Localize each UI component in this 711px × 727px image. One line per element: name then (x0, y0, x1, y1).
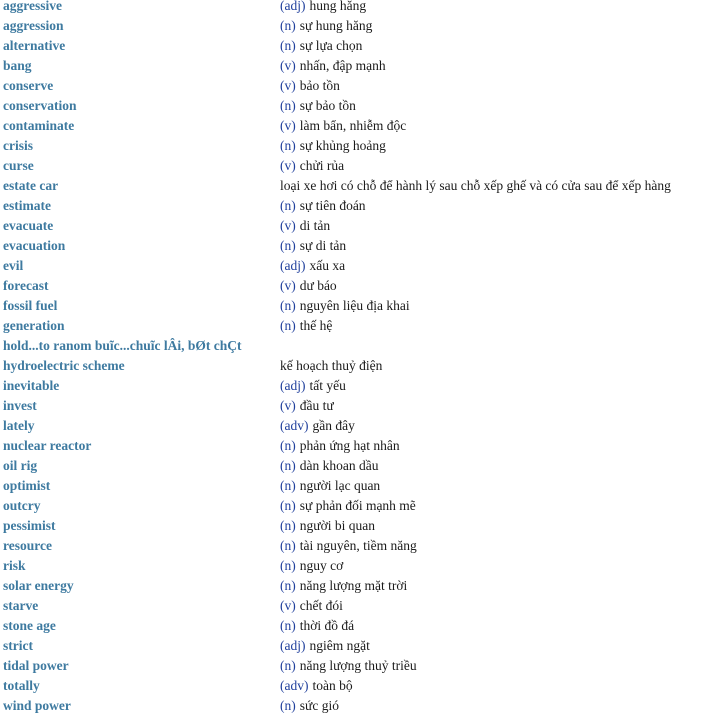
vocab-word: starve (3, 598, 39, 613)
part-of-speech: (n) (280, 98, 296, 113)
definition-text: đầu tư (299, 398, 334, 413)
part-of-speech: (n) (280, 458, 296, 473)
vocab-word: evil (3, 258, 24, 273)
definition-text: chửi rủa (299, 158, 345, 173)
vocab-row (3, 256, 711, 276)
vocab-definition (280, 336, 711, 356)
vocab-definition (280, 356, 711, 376)
vocab-definition (280, 176, 711, 196)
vocab-row (3, 336, 711, 356)
part-of-speech: (n) (280, 698, 296, 713)
part-of-speech: (n) (280, 578, 296, 593)
vocab-word: hydroelectric scheme (3, 358, 125, 373)
vocab-definition (280, 396, 711, 416)
definition-text: tài nguyên, tiềm năng (299, 538, 417, 553)
vocab-definition (280, 76, 711, 96)
definition-text: sức gió (299, 698, 339, 713)
vocab-word: evacuate (3, 218, 54, 233)
vocab-row (3, 696, 711, 716)
vocab-row (3, 176, 711, 196)
vocab-definition (280, 556, 711, 576)
part-of-speech: (n) (280, 238, 296, 253)
vocab-row (3, 656, 711, 676)
part-of-speech: (n) (280, 18, 296, 33)
definition-text: kế hoạch thuỷ điện (280, 358, 383, 373)
vocab-word: wind power (3, 698, 71, 713)
definition-text: sự bảo tồn (299, 98, 356, 113)
vocab-word: aggression (3, 18, 64, 33)
vocab-word: resource (3, 538, 52, 553)
vocab-word: tidal power (3, 658, 69, 673)
vocab-definition (280, 636, 711, 656)
definition-text: dư báo (299, 278, 337, 293)
vocab-row (3, 316, 711, 336)
vocab-row (3, 556, 711, 576)
vocab-word: aggressive (3, 0, 62, 13)
vocab-definition (280, 696, 711, 716)
part-of-speech: (v) (280, 158, 296, 173)
vocab-word: alternative (3, 38, 66, 53)
definition-text: sự di tản (299, 238, 347, 253)
vocab-row (3, 36, 711, 56)
vocab-row (3, 416, 711, 436)
vocab-word: estimate (3, 198, 51, 213)
vocab-word: outcry (3, 498, 41, 513)
vocab-definition (280, 416, 711, 436)
vocab-row (3, 76, 711, 96)
vocab-word: totally (3, 678, 40, 693)
part-of-speech: (v) (280, 598, 296, 613)
vocab-word: crisis (3, 138, 33, 153)
vocab-word: estate car (3, 178, 59, 193)
vocab-definition (280, 56, 711, 76)
vocab-word: curse (3, 158, 34, 173)
definition-text: làm bẩn, nhiễm độc (299, 118, 407, 133)
vocab-row (3, 136, 711, 156)
vocab-word: conservation (3, 98, 77, 113)
definition-text: di tản (299, 218, 331, 233)
definition-text: sự tiên đoán (299, 198, 366, 213)
vocab-word: evacuation (3, 238, 66, 253)
vocab-row (3, 96, 711, 116)
vocab-word: stone age (3, 618, 56, 633)
vocab-word: invest (3, 398, 37, 413)
definition-text: nguyên liệu địa khai (299, 298, 410, 313)
vocab-word: oil rig (3, 458, 38, 473)
vocab-definition (280, 676, 711, 696)
definition-text: thế hệ (299, 318, 333, 333)
vocab-definition (280, 16, 711, 36)
vocab-row (3, 396, 711, 416)
vocab-row (3, 296, 711, 316)
definition-text: người lạc quan (299, 478, 381, 493)
vocab-row (3, 56, 711, 76)
vocab-row (3, 276, 711, 296)
definition-text: sự phản đối mạnh mẽ (299, 498, 416, 513)
vocab-row (3, 576, 711, 596)
definition-text: sự hung hăng (299, 18, 373, 33)
vocab-word: fossil fuel (3, 298, 58, 313)
vocab-definition (280, 296, 711, 316)
vocab-definition (280, 536, 711, 556)
part-of-speech: (v) (280, 118, 296, 133)
definition-text: năng lượng mặt trời (299, 578, 408, 593)
definition-text: phản ứng hạt nhân (299, 438, 400, 453)
part-of-speech: (n) (280, 498, 296, 513)
vocab-row (3, 676, 711, 696)
vocab-word: nuclear reactor (3, 438, 92, 453)
vocab-row (3, 0, 711, 16)
definition-text: người bi quan (299, 518, 375, 533)
vocab-definition (280, 596, 711, 616)
vocab-definition (280, 156, 711, 176)
part-of-speech: (n) (280, 518, 296, 533)
vocab-row (3, 196, 711, 216)
part-of-speech: (n) (280, 538, 296, 553)
vocab-word: optimist (3, 478, 51, 493)
part-of-speech: (adj) (280, 378, 306, 393)
definition-text: sự khủng hoảng (299, 138, 386, 153)
definition-text: tất yếu (309, 378, 346, 393)
vocabulary-table (3, 0, 711, 716)
vocab-word: risk (3, 558, 26, 573)
part-of-speech: (n) (280, 558, 296, 573)
vocab-row (3, 16, 711, 36)
vocab-row (3, 636, 711, 656)
part-of-speech: (n) (280, 198, 296, 213)
vocab-definition (280, 116, 711, 136)
vocab-word: solar energy (3, 578, 74, 593)
definition-text: ngiêm ngặt (309, 638, 370, 653)
part-of-speech: (n) (280, 658, 296, 673)
part-of-speech: (n) (280, 478, 296, 493)
part-of-speech: (v) (280, 398, 296, 413)
vocab-definition (280, 96, 711, 116)
vocab-definition (280, 476, 711, 496)
vocab-definition (280, 656, 711, 676)
vocab-row (3, 156, 711, 176)
vocab-row (3, 616, 711, 636)
vocab-word: contaminate (3, 118, 75, 133)
vocab-word: conserve (3, 78, 54, 93)
vocab-row (3, 356, 711, 376)
vocab-definition (280, 36, 711, 56)
vocab-word: pessimist (3, 518, 56, 533)
vocab-word: inevitable (3, 378, 60, 393)
part-of-speech: (n) (280, 138, 296, 153)
vocab-definition (280, 256, 711, 276)
vocab-definition (280, 316, 711, 336)
vocab-row (3, 536, 711, 556)
part-of-speech: (v) (280, 78, 296, 93)
definition-text: nhấn, đập mạnh (299, 58, 386, 73)
vocab-row (3, 596, 711, 616)
definition-text: nguy cơ (299, 558, 344, 573)
part-of-speech: (adj) (280, 0, 306, 13)
vocab-word: generation (3, 318, 65, 333)
definition-text: năng lượng thuỷ triều (299, 658, 417, 673)
vocab-definition (280, 496, 711, 516)
part-of-speech: (n) (280, 298, 296, 313)
vocab-definition (280, 276, 711, 296)
part-of-speech: (adv) (280, 678, 309, 693)
definition-text: gần đây (312, 418, 355, 433)
vocab-definition (280, 376, 711, 396)
vocab-definition (280, 236, 711, 256)
vocab-row (3, 456, 711, 476)
definition-text: thời đồ đá (299, 618, 355, 633)
vocab-row (3, 476, 711, 496)
part-of-speech: (v) (280, 58, 296, 73)
part-of-speech: (adj) (280, 258, 306, 273)
definition-text: xấu xa (309, 258, 346, 273)
part-of-speech: (adj) (280, 638, 306, 653)
vocab-word: lately (3, 418, 35, 433)
vocab-row (3, 116, 711, 136)
definition-text: chết đói (299, 598, 343, 613)
vocab-row (3, 516, 711, 536)
vocab-definition (280, 456, 711, 476)
definition-text: sự lựa chọn (299, 38, 363, 53)
definition-text: hung hăng (309, 0, 367, 13)
part-of-speech: (v) (280, 218, 296, 233)
vocab-definition (280, 0, 711, 16)
definition-text: toàn bộ (312, 678, 353, 693)
vocab-definition (280, 576, 711, 596)
definition-text: bảo tồn (299, 78, 340, 93)
vocab-definition (280, 216, 711, 236)
vocab-row (3, 216, 711, 236)
vocab-row (3, 236, 711, 256)
vocab-word: hold...to ranom buĩc...chuĩc lÂi, bØt chÇt (3, 338, 242, 353)
vocab-word: strict (3, 638, 33, 653)
vocab-row (3, 376, 711, 396)
vocab-row (3, 436, 711, 456)
vocab-definition (280, 196, 711, 216)
part-of-speech: (adv) (280, 418, 309, 433)
definition-text: loại xe hơi có chỗ để hành lý sau chỗ xếp ghế và có cửa sau để xếp hàng (280, 178, 671, 193)
vocab-definition (280, 616, 711, 636)
vocab-row (3, 496, 711, 516)
definition-text: dàn khoan dầu (299, 458, 379, 473)
vocab-definition (280, 436, 711, 456)
vocab-definition (280, 136, 711, 156)
part-of-speech: (v) (280, 278, 296, 293)
part-of-speech: (n) (280, 438, 296, 453)
vocab-word: bang (3, 58, 32, 73)
part-of-speech: (n) (280, 318, 296, 333)
part-of-speech: (n) (280, 618, 296, 633)
part-of-speech: (n) (280, 38, 296, 53)
vocab-word: forecast (3, 278, 49, 293)
vocab-definition (280, 516, 711, 536)
